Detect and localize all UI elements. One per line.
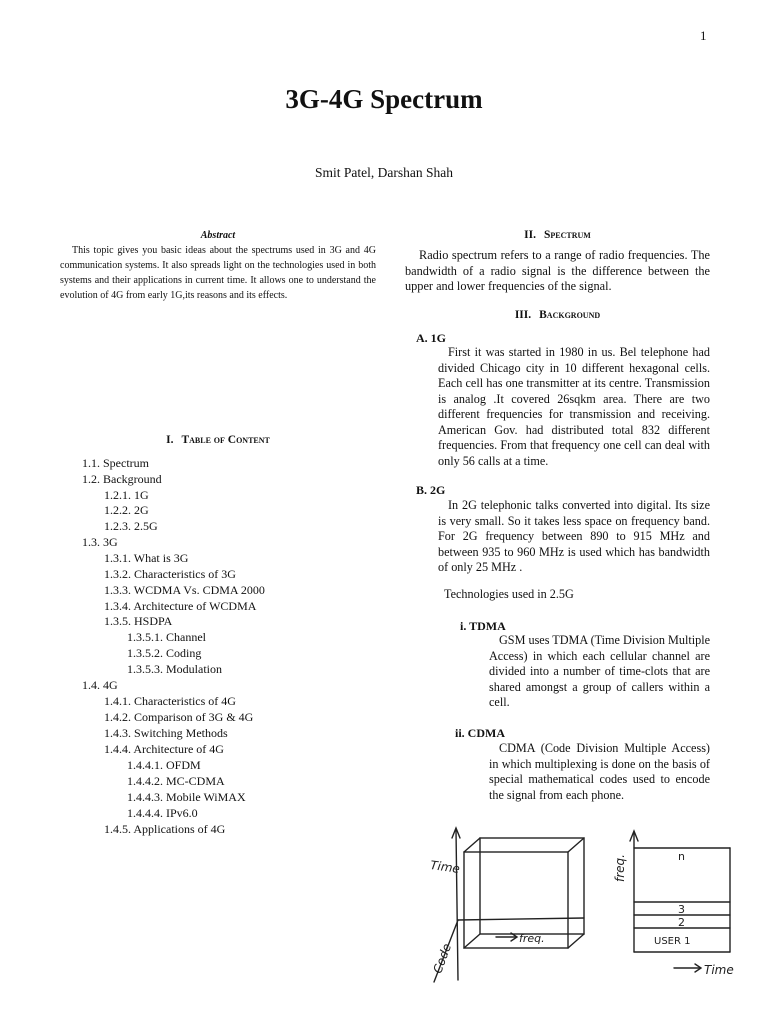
sketch-x-axis bbox=[458, 918, 584, 920]
toc-item: 1.2.3. 2.5G bbox=[104, 519, 158, 533]
toc-item: 1.4.3. Switching Methods bbox=[104, 726, 228, 740]
toc-item: 1.3.5. HSDPA bbox=[104, 614, 173, 628]
toc-item: 1.3.3. WCDMA Vs. CDMA 2000 bbox=[104, 583, 265, 597]
tdma-band-label: n bbox=[678, 850, 685, 863]
subsection-1g-heading: A. 1G bbox=[416, 331, 446, 345]
spectrum-body: Radio spectrum refers to a range of radio frequencies. The bandwidth of a radio signal is the difference between the upper and lower frequencies of the signal. bbox=[405, 248, 710, 293]
subsection-1g-body: First it was started in 1980 in us. Bel telephone had divided Chicago city in 10 different hexagonal cells. Each cell has one transmitter at its centre. Transmission is analog .It covered 26sqkm area. There are two different frequencies for transmission and receiving. American Gov. had distributed total 832 different frequencies. From that frequency one cell can deal with only 56 calls at a time. bbox=[438, 345, 710, 468]
sketch-code-label: Code bbox=[430, 941, 455, 976]
sketch-freq-label: freq. bbox=[519, 932, 545, 945]
spectrum-section-title: Spectrum bbox=[543, 229, 591, 241]
abstract-body: This topic gives you basic ideas about the spectrums used in 3G and 4G communication systems. It also spreads light on the technologies used in both systems and their applications in current time. It allows one to understand the evolution of 4G from early 1G,its reasons and its effects. bbox=[60, 245, 376, 301]
cdma-heading: ii. CDMA bbox=[455, 726, 505, 740]
toc-item: 1.2.2. 2G bbox=[104, 503, 149, 517]
sketch-time-label: Time bbox=[429, 857, 461, 876]
toc-item: 1.4.4.2. MC-CDMA bbox=[127, 774, 225, 788]
toc-item: 1.2.1. 1G bbox=[104, 488, 149, 502]
toc-item: 1.3.1. What is 3G bbox=[104, 551, 189, 565]
background-section-title: Background bbox=[539, 309, 601, 321]
sketch-cube-edge bbox=[568, 838, 584, 852]
toc-section-number: I. bbox=[166, 434, 174, 446]
subsection-2g-body: In 2G telephonic talks converted into digital. Its size is very small. So it takes less space on frequency band. For 2G frequency between 890 to 915 MHz and between 935 to 960 MHz is used which has bandwidth of only 25 MHz . bbox=[438, 498, 710, 574]
toc-item: 1.4.4.4. IPv6.0 bbox=[127, 806, 198, 820]
subsection-2g-heading: B. 2G bbox=[416, 483, 446, 497]
sketch-cube-edge bbox=[464, 838, 480, 852]
background-heading bbox=[405, 309, 710, 321]
toc-item: 1.3.5.1. Channel bbox=[127, 630, 206, 644]
toc-item: 1.4.4.3. Mobile WiMAX bbox=[127, 790, 246, 804]
toc-item: 1.4.2. Comparison of 3G & 4G bbox=[104, 710, 254, 724]
background-section-number: III. bbox=[514, 309, 532, 321]
toc-item: 1.2. Background bbox=[82, 472, 162, 486]
tdma-band-label: 2 bbox=[678, 916, 685, 929]
spectrum-heading bbox=[405, 229, 710, 241]
tdma-freq-label: freq. bbox=[613, 854, 627, 882]
tdma-sketch-figure bbox=[604, 822, 746, 994]
toc-item: 1.4. 4G bbox=[82, 678, 118, 692]
page-number: 1 bbox=[700, 28, 707, 43]
toc-item: 1.3. 3G bbox=[82, 535, 118, 549]
toc-item: 1.3.5.2. Coding bbox=[127, 646, 202, 660]
spectrum-section-number: II. bbox=[524, 229, 536, 241]
cdma-body: CDMA (Code Division Multiple Access) in which multiplexing is done on the basis of special mathematical codes used to encode the signal from each phone. bbox=[489, 741, 710, 802]
sketch-cube-edge bbox=[568, 934, 584, 948]
toc-item: 1.4.1. Characteristics of 4G bbox=[104, 694, 236, 708]
toc-item: 1.3.5.3. Modulation bbox=[127, 662, 222, 676]
toc-item: 1.1. Spectrum bbox=[82, 456, 149, 470]
toc-heading bbox=[60, 434, 376, 446]
toc-item: 1.3.4. Architecture of WCDMA bbox=[104, 599, 257, 613]
tdma-heading: i. TDMA bbox=[460, 619, 506, 633]
tdma-band-label: USER 1 bbox=[654, 936, 691, 947]
abstract-heading: Abstract bbox=[200, 230, 236, 241]
toc-item: 1.3.2. Characteristics of 3G bbox=[104, 567, 236, 581]
toc-item: 1.4.4. Architecture of 4G bbox=[104, 742, 224, 756]
technologies-intro: Technologies used in 2.5G bbox=[444, 587, 574, 601]
tdma-body: GSM uses TDMA (Time Division Multiple Access) in which each cellular channel are divided into a number of time-clots that are shared amongst a group of callers within a cell. bbox=[489, 633, 710, 709]
tdma-band-label: 3 bbox=[678, 903, 685, 916]
sketch-y-axis bbox=[456, 830, 458, 980]
cdma-sketch-figure bbox=[422, 822, 592, 994]
sketch-cube-edge bbox=[464, 934, 480, 948]
paper-title: 3G-4G Spectrum bbox=[285, 84, 483, 114]
tdma-time-label: Time bbox=[704, 963, 734, 977]
authors: Smit Patel, Darshan Shah bbox=[315, 165, 453, 180]
toc-item: 1.4.4.1. OFDM bbox=[127, 758, 201, 772]
toc-item: 1.4.5. Applications of 4G bbox=[104, 822, 226, 836]
toc-section-title: Table of Content bbox=[181, 434, 270, 446]
